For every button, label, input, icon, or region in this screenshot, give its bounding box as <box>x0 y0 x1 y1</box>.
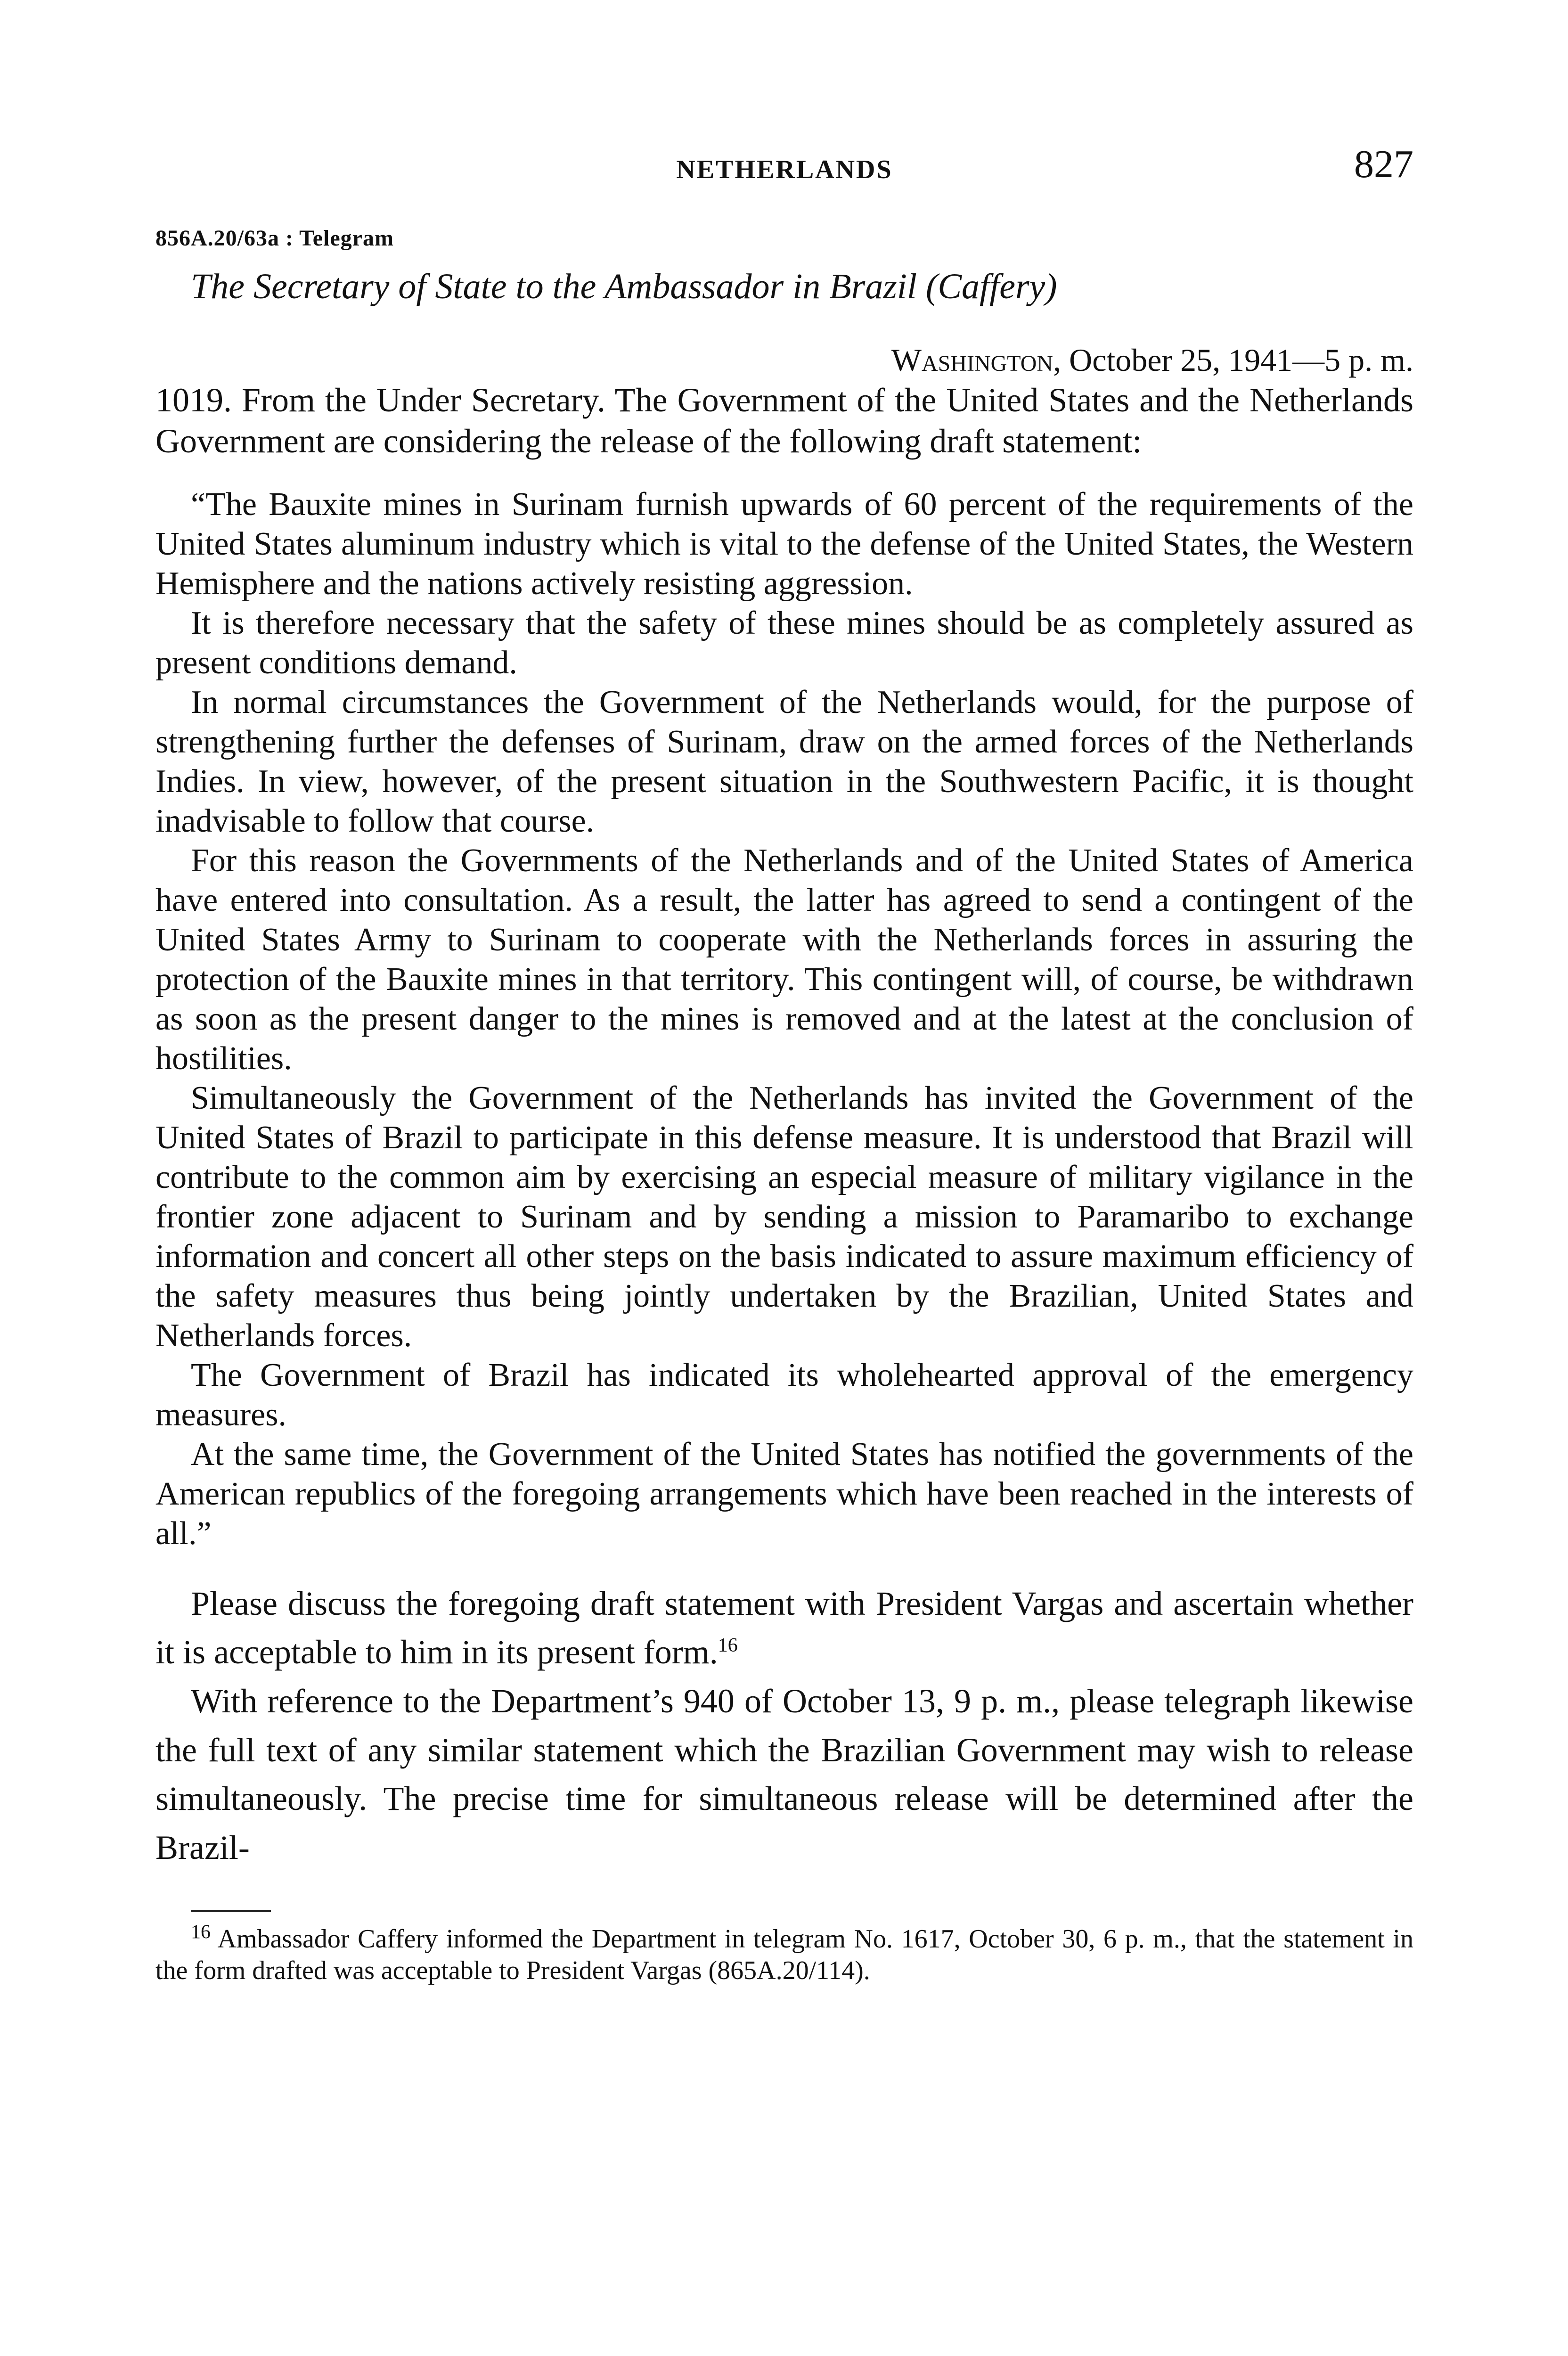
dateline <box>155 341 1413 380</box>
quoted-statement <box>155 485 1413 1554</box>
footnote-marker: 16 <box>191 1921 211 1943</box>
footnote <box>155 1923 1413 1987</box>
opening-paragraph: 1019. From the Under Secretary. The Government of the United States and the Netherlands Government are considering the release of the following draft statement: <box>155 381 1413 460</box>
quote-paragraph: At the same time, the Government of the United States has notified the governments of the American republics of the foregoing arrangements which have been reached in the interests of all.” <box>155 1436 1413 1552</box>
quote-paragraph: The Government of Brazil has indicated its wholehearted approval of the emergency measures. <box>155 1357 1413 1433</box>
running-head <box>155 141 1413 193</box>
quote-paragraph: Simultaneously the Government of the Netherlands has invited the Government of the United States of Brazil to participate in this defense measure. It is understood that Brazil will contribute to the common aim by exercising an especial measure of military vigilance in the frontier zone adjacent to Surinam and by sending a mission to Paramaribo to exchange information and concert all other steps on the basis indicated to assure maximum efficiency of the safety measures thus being jointly undertaken by the Brazilian, United States and Netherlands forces. <box>155 1080 1413 1354</box>
closing-paragraph <box>155 1579 1413 1677</box>
page-number: 827 <box>1354 142 1413 186</box>
closing-paragraph: With reference to the Department’s 940 of October 13, 9 p. m., please telegraph likewise the full text of any similar statement which the Brazilian Government may wish to release simultaneously. The precise time for simultaneous release will be determined after the Brazil- <box>155 1682 1413 1867</box>
closing-paragraph-text: Please discuss the foregoing draft statement with President Vargas and ascertain whether it is acceptable to him in its present form. <box>155 1584 1413 1671</box>
running-title: NETHERLANDS <box>676 155 893 184</box>
quote-paragraph: It is therefore necessary that the safety of these mines should be as completely assured as present conditions demand. <box>155 605 1413 681</box>
telegram-body <box>155 380 1413 462</box>
document-title: The Secretary of State to the Ambassador in Brazil (Caffery) <box>191 267 1057 306</box>
closing-text <box>155 1579 1413 1873</box>
dateline-date: October 25, 1941—5 p. m. <box>1069 342 1413 378</box>
file-reference: 856A.20/63a : Telegram <box>155 226 394 251</box>
footnote-reference[interactable]: 16 <box>718 1635 738 1657</box>
footnote-text: Ambassador Caffery informed the Department in telegram No. 1617, October 30, 6 p. m., that the statement in the form drafted was acceptable to President Vargas (865A.20/114). <box>155 1924 1413 1985</box>
dateline-place: Washington, <box>891 342 1062 378</box>
footnote-divider <box>191 1910 271 1912</box>
document-page <box>155 141 1413 1987</box>
quote-paragraph: In normal circumstances the Government of the Netherlands would, for the purpose of strengthening further the defenses of Surinam, draw on the armed forces of the Netherlands Indies. In view, however, of the present situation in the Southwestern Pacific, it is thought inadvisable to follow that course. <box>155 684 1413 839</box>
quote-paragraph: “The Bauxite mines in Surinam furnish upwards of 60 percent of the requirements of the United States aluminum industry which is vital to the defense of the United States, the Western Hemisphere and the nations actively resisting aggression. <box>155 486 1413 602</box>
quote-paragraph: For this reason the Governments of the Netherlands and of the United States of America have entered into consultation. As a result, the latter has agreed to send a contingent of the United States Army to Surinam to cooperate with the Netherlands forces in assuring the protection of the Bauxite mines in that territory. This contingent will, of course, be withdrawn as soon as the present danger to the mines is removed and at the latest at the conclusion of hostilities. <box>155 842 1413 1077</box>
